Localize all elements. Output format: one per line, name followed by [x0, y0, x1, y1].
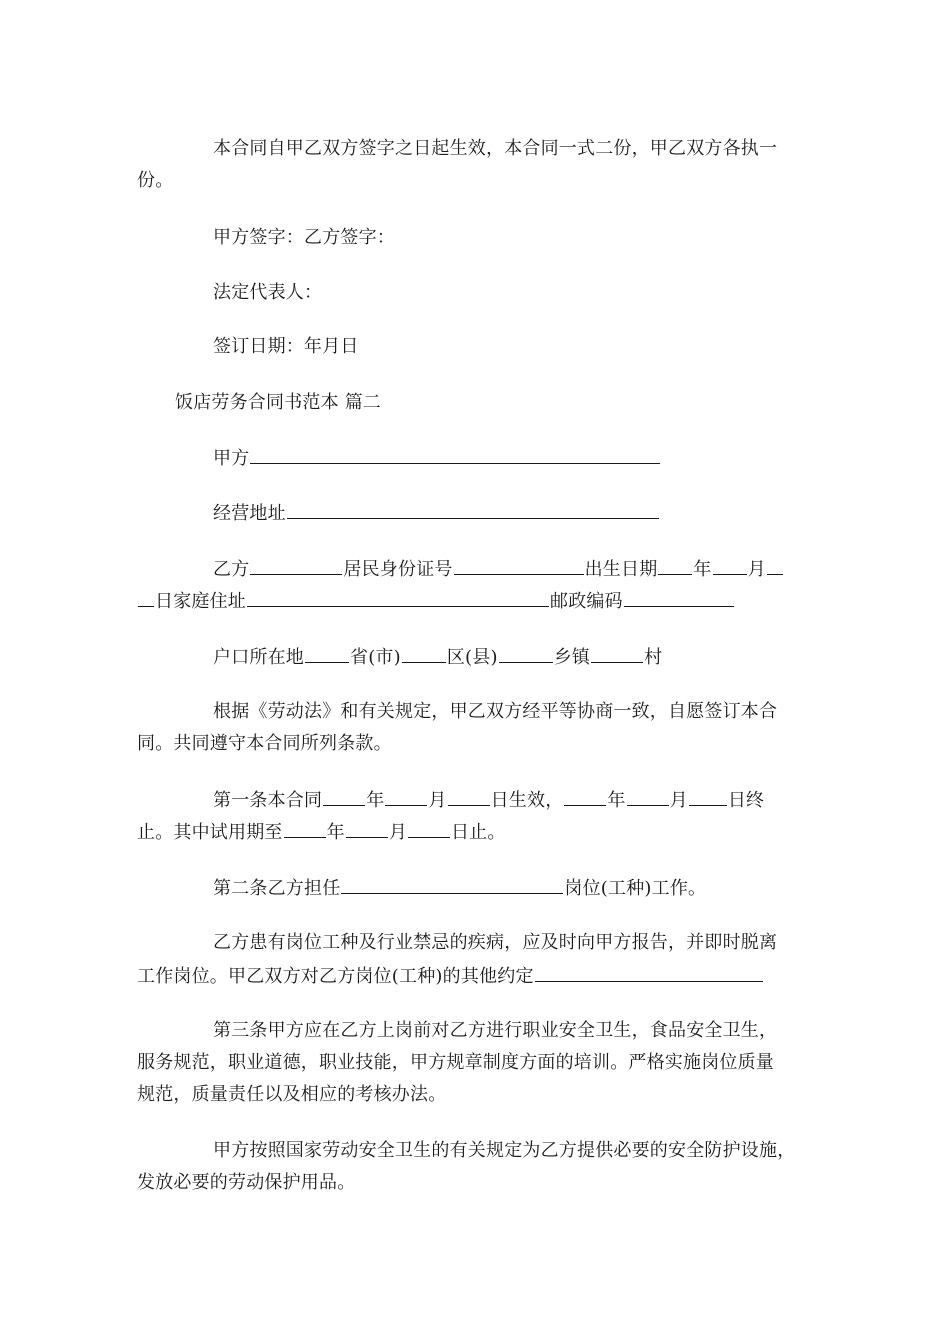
probation-label: 止。其中试用期至: [137, 822, 283, 843]
end-month-blank: [627, 787, 669, 806]
party-b-line-2: [137, 588, 735, 614]
start-year-blank: [323, 787, 365, 806]
business-address-blank: [287, 500, 659, 519]
other-agreement-label: 工作岗位。甲乙双方对乙方岗位(工种)的其他约定: [137, 966, 534, 987]
district-blank: [402, 644, 446, 663]
article-1-line-1: [213, 787, 764, 813]
party-a-line: [213, 445, 661, 471]
end-year-blank: [564, 787, 606, 806]
household-line: [213, 644, 662, 670]
birth-year-label: 年: [693, 559, 712, 580]
birth-month-label: 月: [747, 559, 766, 580]
start-month-label: 月: [428, 790, 447, 811]
preamble-line-2: 同。共同遵守本合同所列条款。: [137, 733, 392, 754]
start-month-blank: [385, 787, 427, 806]
end-label: 日终: [727, 790, 765, 811]
signing-date-line: 签订日期：年月日: [213, 336, 359, 357]
end-year-label: 年: [607, 790, 626, 811]
probation-year-label: 年: [326, 822, 345, 843]
article-2-line: [213, 875, 706, 901]
township-label: 乡镇: [553, 647, 591, 668]
disease-clause-line-1: 乙方患有岗位工种及行业禁忌的疾病，应及时向甲方报告，并即时脱离: [213, 932, 778, 953]
party-b-name-blank: [250, 556, 342, 575]
article-3-line-1: 第三条甲方应在乙方上岗前对乙方进行职业安全卫生，食品安全卫生，: [213, 1020, 778, 1041]
id-number-blank: [454, 556, 584, 575]
safety-clause-line-2: 发放必要的劳动保护用品。: [137, 1172, 356, 1193]
birth-day-blank-end: [138, 588, 154, 607]
village-blank: [591, 644, 643, 663]
province-blank: [305, 644, 349, 663]
end-month-label: 月: [669, 790, 688, 811]
effective-label: 日生效，: [490, 790, 564, 811]
position-label: 岗位(工种)工作。: [564, 878, 707, 899]
postcode-blank: [624, 588, 734, 607]
party-a-label: 甲方: [213, 448, 250, 469]
effective-clause-line-2: 份。: [137, 170, 174, 191]
party-b-label: 乙方: [213, 559, 250, 580]
id-number-label: 居民身份证号: [343, 559, 453, 580]
township-blank: [499, 644, 553, 663]
birth-day-blank-start: [767, 556, 783, 575]
article-2-label: 第二条乙方担任: [213, 878, 341, 899]
party-a-blank: [250, 445, 660, 464]
household-label: 户口所在地: [213, 647, 304, 668]
position-blank: [341, 875, 563, 894]
birth-date-label: 出生日期: [584, 559, 658, 580]
legal-representative-line: 法定代表人：: [213, 282, 323, 303]
preamble-line-1: 根据《劳动法》和有关规定，甲乙双方经平等协商一致，自愿签订本合: [213, 701, 778, 722]
birth-month-blank: [713, 556, 747, 575]
probation-end-label: 日止。: [451, 822, 506, 843]
business-address-line: [213, 500, 660, 526]
disease-clause-line-2: [137, 963, 764, 989]
start-day-blank: [448, 787, 490, 806]
birth-year-blank: [658, 556, 692, 575]
end-day-blank: [689, 787, 727, 806]
other-agreement-blank: [535, 963, 763, 982]
article-3-line-2: 服务规范，职业道德，职业技能，甲方规章制度方面的培训。严格实施岗位质量: [137, 1052, 774, 1073]
province-label: 省(市): [350, 647, 401, 668]
start-year-label: 年: [366, 790, 385, 811]
safety-clause-line-1: 甲方按照国家劳动安全卫生的有关规定为乙方提供必要的安全防护设施，: [213, 1140, 796, 1161]
home-address-blank: [247, 588, 549, 607]
article-3-line-3: 规范，质量责任以及相应的考核办法。: [137, 1084, 447, 1105]
article-1-line-2: [137, 819, 506, 845]
postcode-label: 邮政编码: [550, 591, 623, 612]
party-b-line-1: [213, 556, 784, 582]
home-address-label: 日家庭住址: [155, 591, 246, 612]
probation-month-label: 月: [388, 822, 408, 843]
district-label: 区(县): [446, 647, 498, 668]
village-label: 村: [644, 647, 663, 668]
probation-month-blank: [346, 819, 388, 838]
effective-clause-line-1: 本合同自甲乙双方签字之日起生效，本合同一式二份，甲乙双方各执一: [213, 138, 778, 159]
business-address-label: 经营地址: [213, 503, 286, 524]
signature-line: 甲方签字：乙方签字：: [213, 227, 395, 248]
article-1-label: 第一条本合同: [213, 790, 323, 811]
section-title: 饭店劳务合同书范本 篇二: [175, 392, 382, 413]
probation-year-blank: [284, 819, 326, 838]
probation-day-blank: [408, 819, 450, 838]
